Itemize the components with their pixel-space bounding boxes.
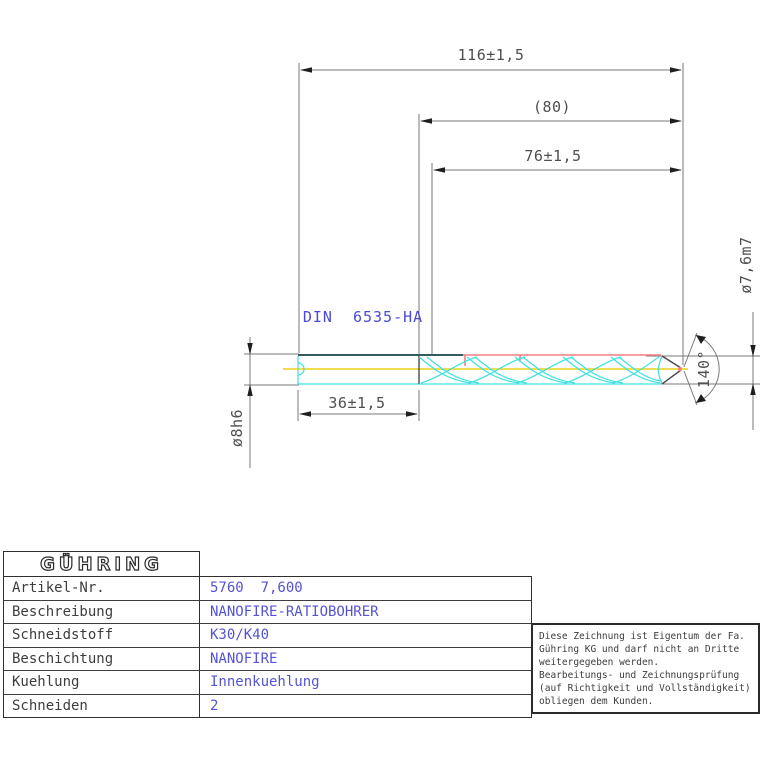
dim-text-shank-length: 36±1,5 bbox=[328, 394, 386, 412]
row-value: 5760 7,600 bbox=[210, 580, 303, 597]
table-row bbox=[4, 671, 531, 695]
dimension-shank-length bbox=[298, 390, 419, 421]
table-row bbox=[4, 624, 531, 648]
dimension-reference-length bbox=[419, 98, 682, 354]
disclaimer-line: Bearbeitungs- und Zeichnungsprüfung bbox=[539, 670, 740, 681]
dim-text-overall: 116±1,5 bbox=[457, 46, 525, 64]
disclaimer-line: obliegen dem Kunden. bbox=[539, 696, 654, 707]
dim-text-tip-diameter: ø7,6m7 bbox=[737, 236, 755, 294]
row-value: K30/K40 bbox=[210, 627, 270, 644]
row-value: 2 bbox=[210, 697, 219, 714]
logo-box bbox=[3, 551, 200, 577]
row-label: Beschichtung bbox=[4, 648, 200, 671]
dim-text-point-angle: 140° bbox=[695, 349, 713, 389]
disclaimer-line: Gühring KG und darf nicht an Dritte bbox=[539, 644, 740, 655]
row-value: NANOFIRE-RATIOBOHRER bbox=[210, 603, 379, 620]
dim-text-flute: 76±1,5 bbox=[524, 147, 582, 165]
row-value: Innenkuehlung bbox=[210, 674, 320, 691]
table-row bbox=[4, 601, 531, 625]
table-row bbox=[4, 695, 531, 718]
row-label: Schneidstoff bbox=[4, 624, 200, 647]
disclaimer-line: Diese Zeichnung ist Eigentum der Fa. bbox=[539, 631, 745, 642]
title-block-table bbox=[3, 576, 532, 718]
dimension-flute-length bbox=[432, 147, 682, 355]
disclaimer-line: weitergegeben werden. bbox=[539, 657, 660, 668]
disclaimer-line: (auf Richtigkeit und Vollständigkeit) bbox=[539, 683, 751, 694]
table-row bbox=[4, 648, 531, 672]
dimension-shank-diameter bbox=[228, 337, 299, 468]
dim-text-shank-diameter: ø8h6 bbox=[228, 408, 246, 448]
row-label: Schneiden bbox=[4, 695, 200, 718]
row-value: NANOFIRE bbox=[210, 650, 278, 667]
row-label: Beschreibung bbox=[4, 601, 200, 624]
dim-text-reference: (80) bbox=[532, 98, 572, 116]
dimension-point-angle bbox=[684, 333, 719, 405]
guehring-logo: GÜHRING bbox=[40, 553, 163, 575]
tip-point-marker bbox=[678, 367, 682, 371]
table-row bbox=[4, 577, 531, 601]
row-label: Artikel-Nr. bbox=[4, 577, 200, 600]
row-label: Kuehlung bbox=[4, 671, 200, 694]
standard-label: DIN 6535-HA bbox=[302, 308, 424, 326]
disclaimer-box bbox=[531, 623, 760, 714]
